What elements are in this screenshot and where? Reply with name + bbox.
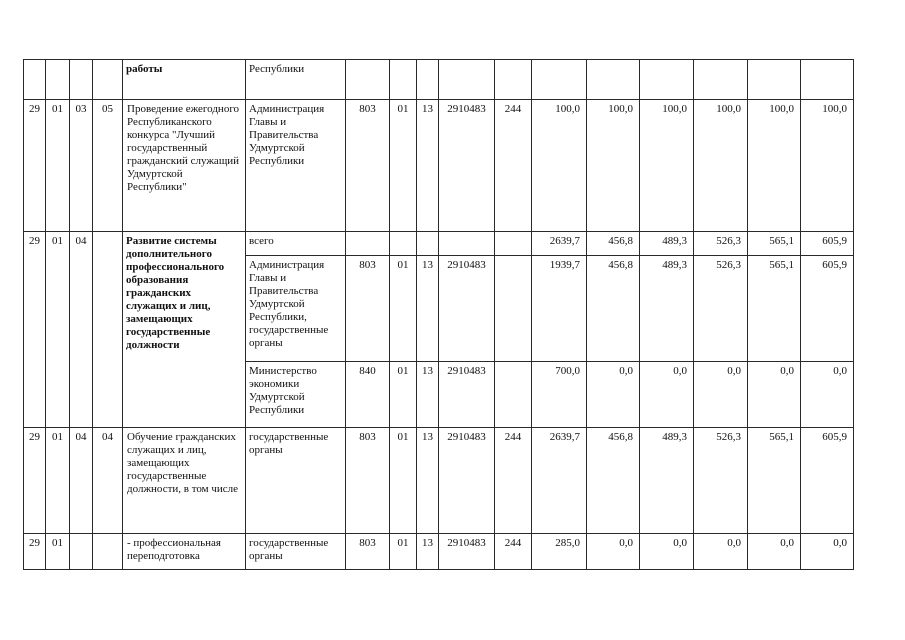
value-cell: 285,0	[532, 534, 587, 570]
vr-cell	[495, 60, 532, 100]
value-cell: 0,0	[801, 362, 854, 428]
value-cell: 0,0	[640, 534, 694, 570]
code-gp-cell	[24, 60, 46, 100]
vr-cell	[495, 362, 532, 428]
value-cell: 489,3	[640, 232, 694, 256]
executor-cell: Министерство экономики Удмуртской Республики	[246, 362, 346, 428]
code-gp-cell: 29	[24, 428, 46, 534]
value-cell: 605,9	[801, 428, 854, 534]
table-row	[24, 60, 854, 100]
code-om-cell: 03	[70, 100, 93, 232]
table-row	[24, 232, 854, 256]
executor-cell: Республики	[246, 60, 346, 100]
value-cell: 0,0	[748, 362, 801, 428]
name-cell: Проведение ежегодного Республиканского конкурса "Лучший государственный гражданский служащий Удмуртской Республики"	[123, 100, 246, 232]
table-row	[24, 428, 854, 534]
value-cell: 700,0	[532, 362, 587, 428]
grbs-cell: 803	[346, 428, 390, 534]
csr-cell	[439, 60, 495, 100]
value-cell: 0,0	[640, 362, 694, 428]
pr-cell	[417, 60, 439, 100]
pr-cell: 13	[417, 534, 439, 570]
grbs-cell	[346, 60, 390, 100]
vr-cell: 244	[495, 100, 532, 232]
value-cell: 456,8	[587, 256, 640, 362]
code-gp-cell: 29	[24, 100, 46, 232]
value-cell: 100,0	[748, 100, 801, 232]
value-cell	[587, 60, 640, 100]
value-cell: 526,3	[694, 256, 748, 362]
value-cell: 100,0	[587, 100, 640, 232]
code-om-cell	[70, 60, 93, 100]
value-cell: 0,0	[694, 362, 748, 428]
executor-cell: государственные органы	[246, 534, 346, 570]
value-cell: 100,0	[801, 100, 854, 232]
executor-cell: всего	[246, 232, 346, 256]
value-cell	[640, 60, 694, 100]
executor-cell: Администрация Главы и Правительства Удмуртской Республики, государственные органы	[246, 256, 346, 362]
value-cell: 2639,7	[532, 428, 587, 534]
code-gp-cell: 29	[24, 534, 46, 570]
value-cell: 565,1	[748, 232, 801, 256]
grbs-cell: 803	[346, 534, 390, 570]
value-cell: 0,0	[587, 362, 640, 428]
value-cell: 0,0	[801, 534, 854, 570]
csr-cell: 2910483	[439, 100, 495, 232]
code-om-cell: 04	[70, 232, 93, 428]
csr-cell: 2910483	[439, 534, 495, 570]
grbs-cell: 803	[346, 100, 390, 232]
value-cell	[532, 60, 587, 100]
code-om-cell: 04	[70, 428, 93, 534]
value-cell: 100,0	[694, 100, 748, 232]
vr-cell	[495, 232, 532, 256]
vr-cell: 244	[495, 534, 532, 570]
value-cell: 605,9	[801, 256, 854, 362]
value-cell: 526,3	[694, 428, 748, 534]
rz-cell: 01	[390, 428, 417, 534]
code-pp-cell: 01	[46, 428, 70, 534]
name-cell: Развитие системы дополнительного профессионального образования гражданских служащих и лиц, замещающих государственные должности	[123, 232, 246, 428]
name-cell: Обучение гражданских служащих и лиц, замещающих государственные должности, в том числе	[123, 428, 246, 534]
value-cell: 605,9	[801, 232, 854, 256]
code-m-cell: 04	[93, 428, 123, 534]
vr-cell: 244	[495, 428, 532, 534]
code-om-cell	[70, 534, 93, 570]
pr-cell	[417, 232, 439, 256]
rz-cell	[390, 60, 417, 100]
rz-cell: 01	[390, 362, 417, 428]
table-row	[24, 100, 854, 232]
rz-cell	[390, 232, 417, 256]
value-cell: 489,3	[640, 428, 694, 534]
code-m-cell	[93, 232, 123, 428]
grbs-cell: 803	[346, 256, 390, 362]
value-cell: 2639,7	[532, 232, 587, 256]
value-cell: 0,0	[694, 534, 748, 570]
value-cell: 456,8	[587, 428, 640, 534]
csr-cell: 2910483	[439, 256, 495, 362]
code-pp-cell: 01	[46, 100, 70, 232]
code-m-cell	[93, 60, 123, 100]
pr-cell: 13	[417, 100, 439, 232]
code-m-cell: 05	[93, 100, 123, 232]
rz-cell: 01	[390, 256, 417, 362]
name-cell: работы	[123, 60, 246, 100]
value-cell: 565,1	[748, 428, 801, 534]
value-cell: 456,8	[587, 232, 640, 256]
value-cell: 100,0	[532, 100, 587, 232]
value-cell: 0,0	[748, 534, 801, 570]
table-row	[24, 534, 854, 570]
csr-cell: 2910483	[439, 428, 495, 534]
pr-cell: 13	[417, 428, 439, 534]
rz-cell: 01	[390, 100, 417, 232]
executor-cell: Администрация Главы и Правительства Удмуртской Республики	[246, 100, 346, 232]
pr-cell: 13	[417, 362, 439, 428]
value-cell: 100,0	[640, 100, 694, 232]
value-cell: 0,0	[587, 534, 640, 570]
program-table	[23, 59, 854, 570]
value-cell	[748, 60, 801, 100]
code-pp-cell: 01	[46, 534, 70, 570]
name-cell: - профессиональная переподготовка	[123, 534, 246, 570]
code-gp-cell: 29	[24, 232, 46, 428]
csr-cell	[439, 232, 495, 256]
value-cell	[694, 60, 748, 100]
value-cell	[801, 60, 854, 100]
vr-cell	[495, 256, 532, 362]
csr-cell: 2910483	[439, 362, 495, 428]
value-cell: 565,1	[748, 256, 801, 362]
code-m-cell	[93, 534, 123, 570]
grbs-cell	[346, 232, 390, 256]
rz-cell: 01	[390, 534, 417, 570]
grbs-cell: 840	[346, 362, 390, 428]
executor-cell: государственные органы	[246, 428, 346, 534]
value-cell: 489,3	[640, 256, 694, 362]
code-pp-cell	[46, 60, 70, 100]
pr-cell: 13	[417, 256, 439, 362]
value-cell: 1939,7	[532, 256, 587, 362]
value-cell: 526,3	[694, 232, 748, 256]
code-pp-cell: 01	[46, 232, 70, 428]
